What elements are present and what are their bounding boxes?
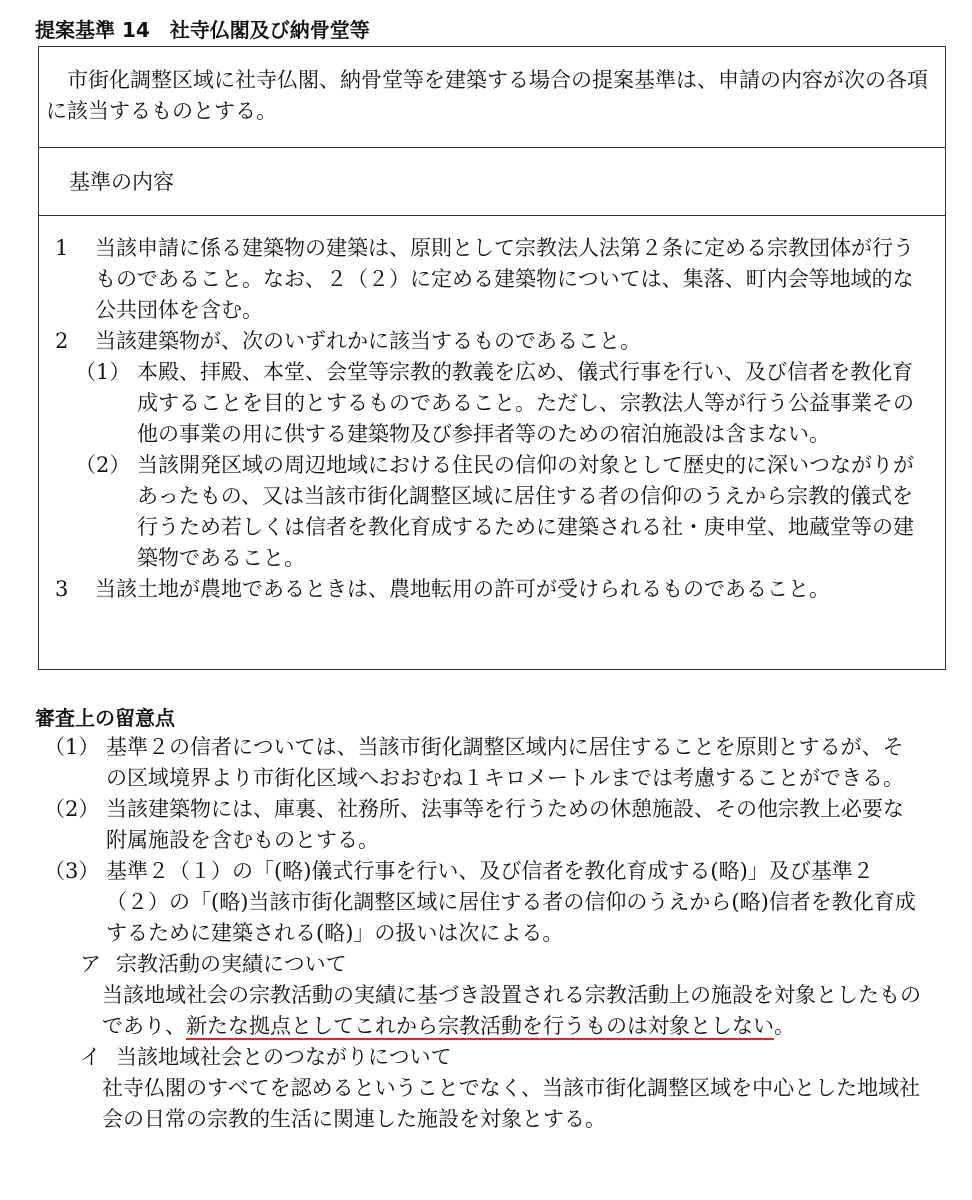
criteria-subitem-text: 当該開発区域の周辺地域における住民の信仰の対象として歴史的に深いつながりがあったもの、又は当該市街化調整区域に居住する者の信仰のうえから宗教的儀式を行うため若しくは信者を教化育成するために建築される社・庚申堂、地蔵堂等の建築物であること。 — [137, 453, 914, 570]
criteria-item-number: 3 — [55, 577, 69, 601]
note-text: 基準２（１）の「(略)儀式行事を行い、及び信者を教化育成する(略)」及び基準２（２）の「(略)当該市街化調整区域に居住する者の信仰のうえから(略)信者を教化育成するために建築される(略)」の扱いは次による。 — [106, 859, 916, 945]
note-subitem-title: 宗教活動の実績について — [116, 952, 347, 976]
criteria-subitem-number: （1） — [75, 360, 131, 384]
criteria-item-2 — [51, 326, 923, 357]
note-item-3 — [44, 856, 924, 949]
criteria-box — [38, 46, 946, 670]
intro-text: 市街化調整区域に社寺仏閣、納骨堂等を建築する場合の提案基準は、申請の内容が次の各項に該当するものとする。 — [46, 68, 928, 123]
criteria-subitem-2-2 — [75, 450, 923, 574]
note-subitem-text: 当該地域社会の宗教活動の実績に基づき設置される宗教活動上の施設を対象としたものであり、 — [102, 983, 921, 1038]
criteria-item-text: 当該建築物が、次のいずれかに該当するものであること。 — [95, 329, 641, 353]
criteria-item-number: 1 — [55, 236, 69, 260]
note-subitem-number: ア — [80, 952, 101, 976]
notes-heading: 審査上の留意点 — [35, 706, 175, 730]
note-subitem-text: 社寺仏閣のすべてを認めるということでなく、当該市街化調整区域を中心とした地域社会の日常の宗教的生活に関連した施設を対象とする。 — [102, 1076, 921, 1131]
highlighted-underlined-text: 新たな拠点としてこれから宗教活動を行うものは対象としない — [186, 1014, 774, 1038]
note-subitem-title: 当該地域社会とのつながりについて — [116, 1045, 452, 1069]
criteria-subitem-2-1 — [75, 357, 923, 450]
note-item-2 — [44, 794, 924, 856]
note-item-1 — [44, 732, 924, 794]
criteria-list — [51, 233, 923, 605]
criteria-subitem-text: 本殿、拝殿、本堂、会堂等宗教的教義を広め、儀式行事を行い、及び信者を教化育成することを目的とするものであること。ただし、宗教法人等が行う公益事業その他の事業の用に供する建築物及び参拝者等のための宿泊施設は含まない。 — [137, 360, 914, 446]
criteria-item-number: 2 — [55, 329, 69, 353]
note-subitem-i — [80, 1042, 924, 1073]
note-subitem-a — [80, 949, 924, 980]
note-number: （3） — [44, 859, 100, 883]
criteria-item-text: 当該土地が農地であるときは、農地転用の許可が受けられるものであること。 — [95, 577, 830, 601]
notes-list — [44, 732, 924, 1135]
document-title: 提案基準 14 社寺仏閣及び納骨堂等 — [35, 18, 370, 42]
criteria-label-section — [39, 147, 945, 216]
criteria-item-text: 当該申請に係る建築物の建築は、原則として宗教法人法第２条に定める宗教団体が行うものであること。なお、２（２）に定める建築物については、集落、町内会等地域的な公共団体を含む。 — [95, 236, 914, 322]
criteria-label: 基準の内容 — [69, 170, 174, 194]
criteria-items-section — [39, 215, 945, 669]
intro-section — [39, 47, 945, 148]
note-subitem-a-body — [102, 980, 924, 1042]
note-subitem-number: イ — [80, 1045, 101, 1069]
criteria-item-3 — [51, 574, 923, 605]
note-number: （2） — [44, 797, 100, 821]
criteria-subitem-number: （2） — [75, 453, 131, 477]
note-number: （1） — [44, 735, 100, 759]
note-text: 基準２の信者については、当該市街化調整区域内に居住することを原則とするが、その区域境界より市街化区域へおおむね１キロメートルまでは考慮することができる。 — [106, 735, 904, 790]
criteria-item-1 — [51, 233, 923, 326]
note-subitem-i-body — [102, 1073, 924, 1135]
note-subitem-text-end: 。 — [774, 1014, 795, 1038]
note-text: 当該建築物には、庫裏、社務所、法事等を行うための休憩施設、その他宗教上必要な附属施設を含むものとする。 — [106, 797, 904, 852]
